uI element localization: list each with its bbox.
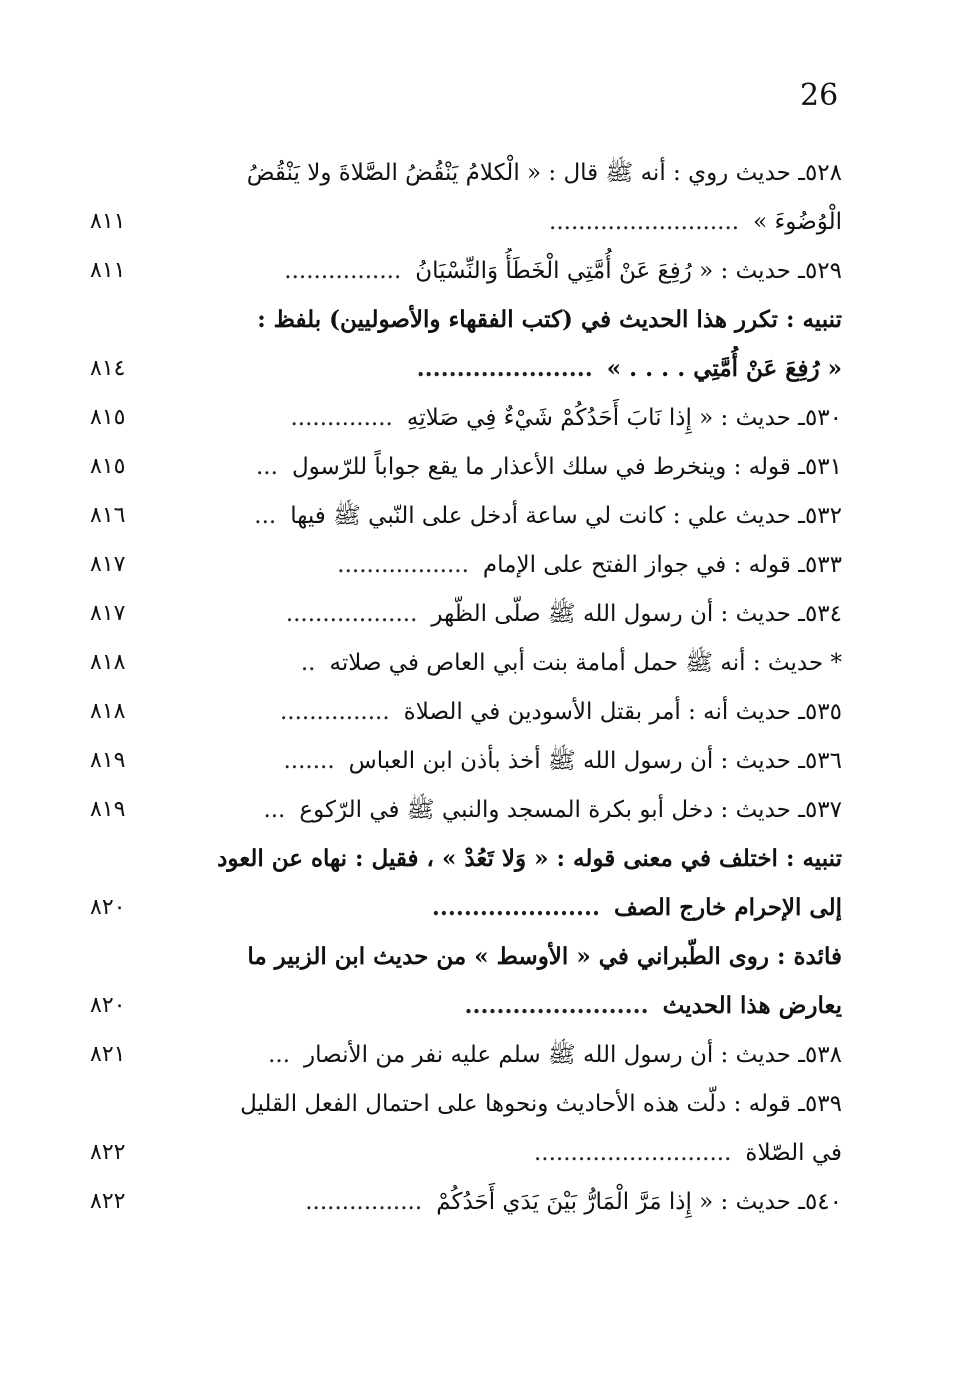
- entry-page-number: ٨٢١: [90, 1042, 126, 1067]
- toc-entry-text: [210, 493, 842, 539]
- leader-dots: ...............: [280, 699, 390, 725]
- toc-entry: [60, 444, 850, 493]
- toc-entry-text: [210, 885, 842, 931]
- toc-entry: [60, 248, 850, 297]
- toc-entry-text: [210, 640, 842, 686]
- entry-title: إلى الإحرام خارج الصف: [614, 894, 842, 921]
- toc-entry: [60, 689, 850, 738]
- toc-entry-text: [210, 542, 842, 588]
- entry-page-number: ٨١٨: [90, 650, 126, 675]
- entry-page-number: ٨١١: [90, 258, 126, 283]
- leader-dots: ................: [284, 258, 402, 284]
- toc-entry: [60, 297, 850, 346]
- entry-title: ٥٤٠ـ حديث : « إِذا مَرَّ الْمَارُّ بَيْنَ يَدَي أَحَدُكُمْ: [436, 1189, 842, 1215]
- entry-title: فائدة : روى الطّبراني في « الأوسط » من حديث ابن الزبير ما: [247, 943, 842, 970]
- toc-entry-text: [210, 150, 842, 196]
- toc-entry-text: [210, 248, 842, 294]
- entry-title: يعارض هذا الحديث: [662, 992, 842, 1019]
- entry-page-number: ٨٢٢: [90, 1140, 126, 1165]
- entry-title: ٥٢٩ـ حديث : « رُفِعَ عَنْ أُمَّتِي الْخَطَأُ وَالنِّسْيَانُ: [415, 258, 842, 284]
- leader-dots: ..................: [337, 552, 469, 578]
- toc-entry-text: [210, 1032, 842, 1078]
- page-number: 26: [800, 78, 839, 113]
- toc-entry-text: [210, 346, 842, 392]
- entry-page-number: ٨١٧: [90, 552, 126, 577]
- toc-entry-text: [210, 1081, 842, 1127]
- leader-dots: ...........................: [534, 1140, 732, 1166]
- leader-dots: ..: [300, 650, 316, 676]
- entry-page-number: ٨٢٠: [90, 895, 126, 920]
- leader-dots: ..................: [285, 601, 418, 627]
- entry-title: في الصّلاة: [745, 1140, 842, 1166]
- toc-entry: [60, 591, 850, 640]
- entry-page-number: ٨١٩: [90, 748, 126, 773]
- toc-entry: [60, 150, 850, 199]
- entry-title: ٥٣٣ـ قوله : في جواز الفتح على الإمام: [482, 552, 842, 578]
- toc-entry: [60, 738, 850, 787]
- leader-dots: ................: [305, 1189, 423, 1215]
- toc-entry-text: [210, 836, 842, 882]
- entry-title: ٥٣٩ـ قوله : دلّت هذه الأحاديث ونحوها على احتمال الفعل القليل: [240, 1091, 842, 1117]
- entry-page-number: ٨١٥: [90, 454, 126, 479]
- toc-entry: [60, 836, 850, 885]
- leader-dots: ......................: [416, 355, 593, 382]
- toc-entry: [60, 934, 850, 983]
- entry-title: ٥٣٥ـ حديث أنه : أمر بقتل الأسودين في الصلاة: [403, 699, 842, 725]
- toc-entry-text: [210, 983, 842, 1029]
- entry-page-number: ٨١١: [90, 209, 126, 234]
- entry-title: ٥٢٨ـ حديث روي : أنه ﷺ قال : « الْكلامُ يَنْقُضُ الصَّلاةَ ولا يَنْقُضُ: [246, 160, 842, 186]
- entry-title: تنبيه : اختلف في معنى قوله : « وَلا تَعُدْ » ، فقيل : نهاه عن العود: [217, 845, 842, 872]
- toc-entry: [60, 199, 850, 248]
- toc-entry: [60, 787, 850, 836]
- toc-entry: [60, 1179, 850, 1228]
- leader-dots: .......: [283, 748, 335, 774]
- toc-entry-text: [210, 738, 842, 784]
- toc-entry: [60, 640, 850, 689]
- toc-entry: [60, 1130, 850, 1179]
- toc-entry-text: [210, 591, 842, 637]
- entry-title: * حديث : أنه ﷺ حمل أمامة بنت أبي العاص في صلاته: [329, 650, 842, 676]
- entry-title: ٥٣٠ـ حديث : « إِذا نَابَ أَحَدُكُمْ شَيْءٌ فِي صَلاتِهِ: [406, 405, 842, 431]
- entry-title: الْوُضُوءَ »: [753, 209, 842, 235]
- toc-entry: [60, 395, 850, 444]
- leader-dots: ...: [263, 797, 286, 823]
- leader-dots: ..........................: [549, 209, 740, 235]
- toc-entry-text: [210, 199, 842, 245]
- entry-title: ٥٣٦ـ حديث : أن رسول الله ﷺ أخذ بأذن ابن العباس: [348, 748, 842, 774]
- entry-page-number: ٨١٦: [90, 503, 126, 528]
- entry-page-number: ٨١٧: [90, 601, 126, 626]
- entry-title: ٥٣٢ـ حديث علي : كانت لي ساعة أدخل على النّبي ﷺ فيها: [290, 503, 842, 529]
- leader-dots: ...: [254, 503, 277, 529]
- table-of-contents: [60, 150, 850, 1228]
- toc-entry-text: [210, 934, 842, 980]
- toc-entry-text: [210, 1130, 842, 1176]
- entry-title: ٥٣٤ـ حديث : أن رسول الله ﷺ صلّى الظّهر: [431, 601, 842, 627]
- toc-entry: [60, 346, 850, 395]
- toc-entry-text: [210, 689, 842, 735]
- entry-page-number: ٨١٥: [90, 405, 126, 430]
- entry-page-number: ٨١٨: [90, 699, 126, 724]
- toc-entry: [60, 493, 850, 542]
- toc-entry-text: [210, 1179, 842, 1225]
- entry-page-number: ٨٢٠: [90, 993, 126, 1018]
- toc-entry: [60, 1081, 850, 1130]
- entry-title: « رُفِعَ عَنْ أُمَّتِي . . . . »: [606, 355, 842, 382]
- toc-entry-text: [210, 297, 842, 343]
- entry-title: ٥٣١ـ قوله : وينخرط في سلك الأعذار ما يقع جواباً للرّسول: [291, 454, 842, 480]
- entry-page-number: ٨٢٢: [90, 1189, 126, 1214]
- toc-entry: [60, 1032, 850, 1081]
- toc-entry-text: [210, 395, 842, 441]
- entry-title: ٥٣٧ـ حديث : دخل أبو بكرة المسجد والنبي ﷺ في الرّكوع: [299, 797, 842, 823]
- leader-dots: ...: [268, 1042, 291, 1068]
- leader-dots: .....................: [431, 894, 601, 921]
- toc-entry-text: [210, 787, 842, 833]
- entry-page-number: ٨١٤: [90, 356, 126, 381]
- toc-entry: [60, 542, 850, 591]
- leader-dots: ..............: [290, 405, 393, 431]
- entry-page-number: ٨١٩: [90, 797, 126, 822]
- toc-entry: [60, 885, 850, 934]
- leader-dots: .......................: [464, 992, 649, 1019]
- toc-entry-text: [210, 444, 842, 490]
- leader-dots: ...: [256, 454, 278, 480]
- toc-entry: [60, 983, 850, 1032]
- entry-title: ٥٣٨ـ حديث : أن رسول الله ﷺ سلم عليه نفر من الأنصار: [304, 1042, 842, 1068]
- entry-title: تنبيه : تكرر هذا الحديث في (كتب الفقهاء والأصوليين) بلفظ :: [257, 306, 842, 333]
